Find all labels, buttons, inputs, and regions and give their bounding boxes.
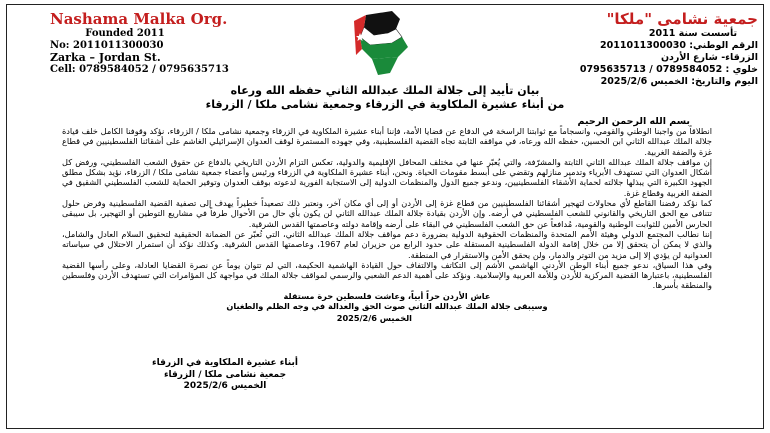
national-number-ar: الرقم الوطني: 2011011300030 — [600, 40, 758, 51]
signature-line-2: جمعية نشامى ملكا / الزرقاء — [163, 369, 287, 380]
paragraph-4: إننا نطالب المجتمع الدولي وهيئة الأمم المتحدة والمنظمات الحقوقية الدولية بضرورة دعم مواقف جلالة الملك عبدالله الثاني، التي تُعبّر عن الضمانة الحقيقية لتحقيق السلام العادل والشامل، والذي لا يمكن أن يتحقق إلا من خلال إقامة الدولة الفلسطينية المستقلة على حدود الرابع من حزيران لعام 1967، وعاصمتها القدس الشرقية. وكذلك نؤكد أن استمرار الاحتلال في سياساته العدوانية لن يؤدي إلا إلى مزيد من التوتر والدمار، ولن يحقق الأمن والاستقرار في المنطقة. — [62, 228, 712, 260]
title-line-2: من أبناء عشيرة الملكاوية في الزرقاء وجمعية نشامى ملكا / الزرقاء — [205, 98, 565, 111]
date-ar: اليوم والتاريخ: الخميس 2025/2/6 — [600, 76, 758, 87]
header-right — [548, 10, 758, 88]
org-name-en: Nashama Malka Org. — [50, 10, 228, 28]
map-south-tip — [372, 57, 398, 75]
body-date: الخميس 2025/2/6 — [336, 313, 412, 324]
header-left — [50, 10, 240, 76]
statement-body — [62, 126, 712, 324]
paragraph-3: كما نؤكد رفضنا القاطع لأي محاولات لتهجير أشقائنا الفلسطينيين من قطاع غزة إلى الأردن أو إلى أي مكان آخر، ونعتبر ذلك تصعيداً خطيراً يهدف إلى تصفية القضية الفلسطينية وفرض حلول تتنافى مع الحق التاريخي والقانوني للشعب الفلسطيني في أرضه. وإن الأردن بقيادة جلالة الملك عبدالله الثاني لن يكون بأي حال من الأحوال طرفاً في مشاريع التوطين أو التهجير، بل سيبقى الحارس الأمين للثوابت الوطنية والقومية، مُدافعاً عن حق الشعب الفلسطيني في البقاء على أرضه وإقامة دولته وعاصمتها القدس الشرقية. — [62, 198, 712, 229]
org-number-en: No: 2011011300030 — [50, 40, 164, 51]
phone-en: Cell: 0789584052 / 0795635713 — [50, 64, 229, 75]
paragraph-5: وفي هذا السياق، ندعو جميع أبناء الوطن الأردني الهاشمي الأشم إلى التكاتف والالتفاف حول القيادة الهاشمية الحكيمة، التي لم تتوان يوماً عن نصرة القضايا العادلة، وعلى رأسها القضية الفلسطينية، باعتبارها القضية المركزية للأردن وللأمة العربية والإسلامية. ونؤكد على أهمية الدعم الشعبي والرسمي لمواقف جلالة الملك في مواجهة كل المؤامرات التي تستهدف الأردن وفلسطين والمنطقة بأسرها. — [62, 259, 712, 291]
title-line-1: بيان تأييد إلى جلالة الملك عبدالله الثاني حفظه الله ورعاه — [230, 84, 540, 97]
basmala: بسم الله الرحمن الرحيم — [577, 116, 690, 127]
signature-line-3: الخميس 2025/2/6 — [183, 381, 267, 391]
paragraph-1: انطلاقاً من واجبنا الوطني والقومي، وانسجاماً مع ثوابتنا الراسخة في الدفاع عن قضايا الأمة، فإننا أبناء عشيرة الملكاوية في الزرقاء وجمعية نشامى ملكا / الزرقاء، نؤكد وقوفنا الكامل خلف قيادة جلالة الملك عبدالله الثاني ابن الحسين، حفظه الله ورعاه، في مواقفه الثابتة تجاه القضية الفلسطينية، وفي جهوده المستمرة لوقف العدوان الإسرائيلي الغاشم على أشقائنا الفلسطينيين في قطاع غزة والضفة الغربية. — [62, 126, 712, 157]
org-name-ar: جمعية نشامى "ملكا" — [606, 10, 758, 28]
address-en: Zarka – Jordan St. — [50, 51, 161, 64]
phone-ar: خلوي : 0789584052 / 0795635713 — [579, 64, 758, 75]
address-ar: الزرقاء- شارع الأردن — [660, 52, 758, 63]
statement-title — [60, 84, 710, 112]
founded-en: Founded 2011 — [85, 28, 165, 39]
closing-line-1: عاش الأردن حراً أبياً، وعاشت فلسطين حرة مستقلة — [283, 290, 491, 301]
founded-ar: تأسست سنة 2011 — [648, 28, 738, 39]
jordan-map-logo — [352, 7, 418, 79]
paragraph-2: إن مواقف جلالة الملك عبدالله الثاني الثابتة والمشرّفة، والتي يُعبّر عنها في مختلف المحافل الإقليمية والدولية، تعكس التزام الأردن التاريخي بالدفاع عن حقوق الشعب الفلسطيني، ورفض كل أشكال العدوان التي تستهدف الأبرياء وتدمير منازلهم وتقضي على أبسط مقومات الحياة. ونحن، أبناء عشيرة الملكاوية في الزرقاء ورئيس وأعضاء جمعية نشامى ملكا / الزرقاء، نؤيد بشكل مطلق الجهود الكبيرة التي يبذلها جلالته لحماية الأشقاء الفلسطينيين، وندعو جميع الدول والمنظمات الدولية إلى الاستجابة الفورية لدعوته بوقف العدوان وتوفير الحماية للشعب الفلسطيني الشقيق في الضفة الغربية وقطاع غزة. — [62, 156, 712, 198]
signature-block — [125, 358, 325, 393]
signature-line-1: أبناء عشيرة الملكاوية في الزرقاء — [152, 358, 298, 368]
closing-line-2: وسيبقى جلالة الملك عبدالله الثاني صوت الحق والعدالة في وجه الظلم والطغيان — [226, 301, 548, 312]
